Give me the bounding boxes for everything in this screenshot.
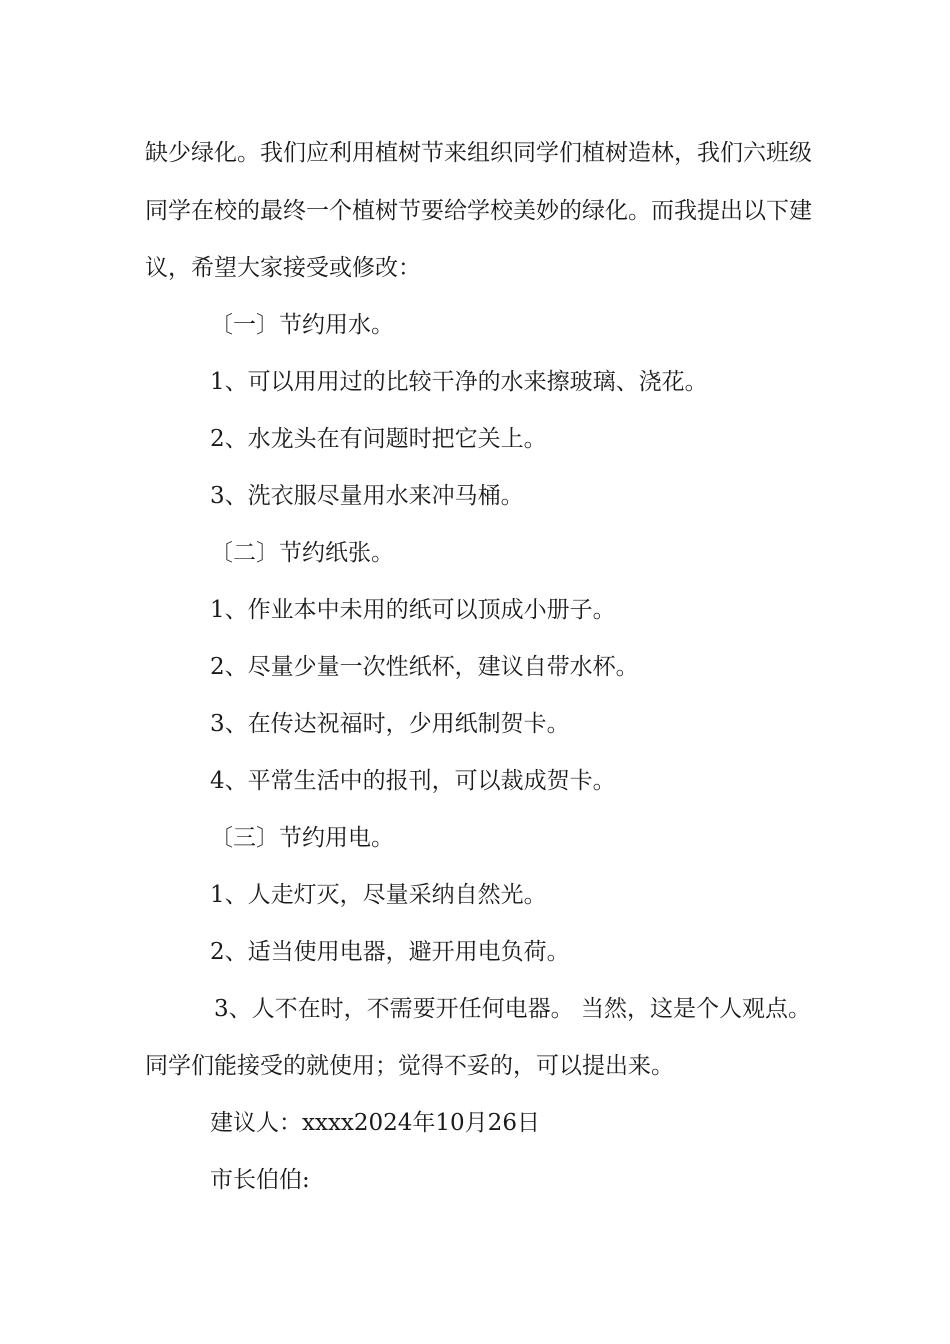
list-item: 1、可以用用过的比较干净的水来擦玻璃、浇花。 <box>210 369 708 395</box>
list-item: 1、作业本中未用的纸可以顶成小册子。 <box>210 597 616 623</box>
list-item: 2、尽量少量一次性纸杯，建议自带水杯。 <box>210 654 639 680</box>
list-item: 2、适当使用电器，避开用电负荷。 <box>210 939 570 965</box>
section-heading-paper: 〔二〕节约纸张。 <box>210 540 394 566</box>
signature-line: 建议人：xxxx2024年10月26日 <box>210 1110 540 1136</box>
paragraph-line: 同学们能接受的就使用；觉得不妥的，可以提出来。 <box>145 1053 674 1079</box>
list-item: 2、水龙头在有问题时把它关上。 <box>210 426 547 452</box>
list-item: 1、人走灯灭，尽量采纳自然光。 <box>210 882 547 908</box>
list-item: 3、在传达祝福时，少用纸制贺卡。 <box>210 711 570 737</box>
salutation-line: 市长伯伯: <box>210 1167 310 1193</box>
list-item: 3、洗衣服尽量用水来冲马桶。 <box>210 483 524 509</box>
section-heading-water: 〔一〕节约用水。 <box>210 312 394 338</box>
paragraph-line: 议，希望大家接受或修改： <box>145 255 421 281</box>
section-heading-electricity: 〔三〕节约用电。 <box>210 825 394 851</box>
paragraph-line: 同学在校的最终一个植树节要给学校美妙的绿化。而我提出以下建 <box>145 198 812 224</box>
list-item: 4、平常生活中的报刊，可以裁成贺卡。 <box>210 768 616 794</box>
list-item: 3、人不在时，不需要开任何电器。 当然，这是个人观点。 <box>214 996 811 1022</box>
paragraph-line: 缺少绿化。我们应利用植树节来组织同学们植树造林，我们六班级 <box>145 140 812 166</box>
